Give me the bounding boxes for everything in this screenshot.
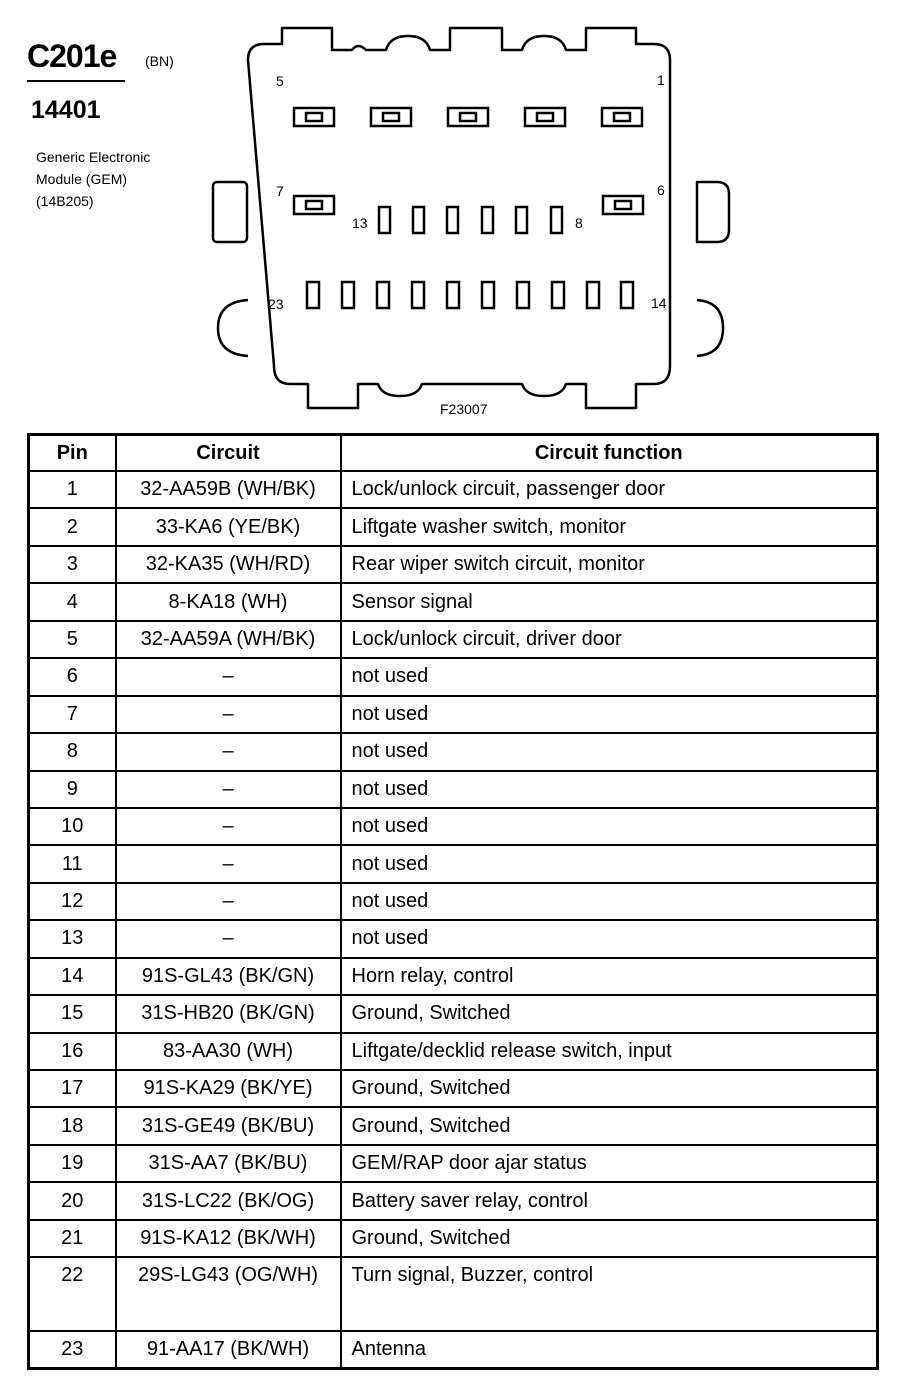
terminal-pin-22	[342, 282, 354, 308]
terminal-pin-9	[516, 207, 527, 233]
pin-cell: 17	[29, 1070, 116, 1107]
terminal-pin-16	[552, 282, 564, 308]
connector-color-code: (BN)	[145, 53, 174, 69]
table-row	[29, 508, 878, 545]
table-row	[29, 1107, 878, 1144]
pin-cell: 3	[29, 546, 116, 583]
pin-cell: 7	[29, 696, 116, 733]
connector-id: C201e	[27, 38, 117, 74]
pin-cell: 18	[29, 1107, 116, 1144]
function-cell: Lock/unlock circuit, driver door	[341, 621, 878, 658]
function-cell: Ground, Switched	[341, 995, 878, 1032]
circuit-cell: 31S-LC22 (BK/OG)	[116, 1182, 341, 1219]
label-pin-8: 8	[575, 215, 583, 231]
table-row	[29, 1257, 878, 1331]
pin-cell: 23	[29, 1331, 116, 1368]
function-cell: not used	[341, 845, 878, 882]
terminal-pin-14	[621, 282, 633, 308]
terminal-pin-12	[413, 207, 424, 233]
pin-cell: 22	[29, 1257, 116, 1331]
function-cell: Turn signal, Buzzer, control	[341, 1257, 878, 1331]
terminal-pin-3-slot	[460, 113, 476, 121]
pin-cell: 6	[29, 658, 116, 695]
left-bump	[218, 300, 248, 356]
circuit-cell: –	[116, 771, 341, 808]
description-line: Module (GEM)	[36, 171, 128, 187]
terminal-pin-17	[517, 282, 529, 308]
pin-cell: 12	[29, 883, 116, 920]
part-number: 14401	[31, 96, 101, 124]
table-row	[29, 1070, 878, 1107]
pin-cell: 13	[29, 920, 116, 957]
table-row	[29, 696, 878, 733]
label-pin-6: 6	[657, 182, 665, 198]
function-cell: Ground, Switched	[341, 1070, 878, 1107]
pin-cell: 10	[29, 808, 116, 845]
function-cell: not used	[341, 771, 878, 808]
connector-face-diagram	[0, 0, 906, 430]
function-cell: Antenna	[341, 1331, 878, 1368]
circuit-cell: –	[116, 845, 341, 882]
table-row	[29, 771, 878, 808]
circuit-cell: 91S-KA12 (BK/WH)	[116, 1220, 341, 1257]
label-pin-14: 14	[651, 295, 667, 311]
circuit-cell: –	[116, 883, 341, 920]
function-cell: not used	[341, 883, 878, 920]
table-row	[29, 1182, 878, 1219]
function-cell: Liftgate washer switch, monitor	[341, 508, 878, 545]
label-pin-5: 5	[276, 73, 284, 89]
terminal-pin-1-slot	[614, 113, 630, 121]
label-pin-7: 7	[276, 183, 284, 199]
circuit-cell: –	[116, 733, 341, 770]
table-row	[29, 621, 878, 658]
function-cell: Lock/unlock circuit, passenger door	[341, 471, 878, 508]
function-cell: Horn relay, control	[341, 958, 878, 995]
table-row	[29, 995, 878, 1032]
function-cell: not used	[341, 920, 878, 957]
function-cell: not used	[341, 696, 878, 733]
table-body	[29, 471, 878, 1369]
circuit-cell: 31S-AA7 (BK/BU)	[116, 1145, 341, 1182]
terminal-pin-23	[307, 282, 319, 308]
header-function: Circuit function	[341, 435, 878, 472]
function-cell: not used	[341, 733, 878, 770]
function-cell: Battery saver relay, control	[341, 1182, 878, 1219]
pin-cell: 8	[29, 733, 116, 770]
header-pin: Pin	[29, 435, 116, 472]
circuit-cell: –	[116, 920, 341, 957]
circuit-cell: –	[116, 696, 341, 733]
function-cell: Rear wiper switch circuit, monitor	[341, 546, 878, 583]
function-cell: Liftgate/decklid release switch, input	[341, 1033, 878, 1070]
table-row	[29, 1145, 878, 1182]
description-line: Generic Electronic	[36, 149, 151, 165]
circuit-cell: 32-AA59A (WH/BK)	[116, 621, 341, 658]
terminal-pin-18	[482, 282, 494, 308]
terminal-pin-6-slot	[615, 201, 631, 209]
terminal-pin-11	[447, 207, 458, 233]
table-row	[29, 658, 878, 695]
terminal-pin-10	[482, 207, 493, 233]
pin-cell: 9	[29, 771, 116, 808]
pin-cell: 21	[29, 1220, 116, 1257]
pin-cell: 20	[29, 1182, 116, 1219]
terminal-pin-13	[379, 207, 390, 233]
pin-cell: 1	[29, 471, 116, 508]
pin-cell: 5	[29, 621, 116, 658]
circuit-cell: 83-AA30 (WH)	[116, 1033, 341, 1070]
function-cell: not used	[341, 658, 878, 695]
label-pin-23: 23	[268, 296, 284, 312]
circuit-cell: 32-KA35 (WH/RD)	[116, 546, 341, 583]
circuit-cell: 8-KA18 (WH)	[116, 583, 341, 620]
terminal-pin-5-slot	[306, 113, 322, 121]
pinout-table	[27, 433, 879, 1370]
pin-cell: 19	[29, 1145, 116, 1182]
description-line: (14B205)	[36, 193, 94, 209]
table-row	[29, 733, 878, 770]
function-cell: Sensor signal	[341, 583, 878, 620]
right-bump	[697, 300, 723, 356]
table-row	[29, 546, 878, 583]
terminal-pin-20	[412, 282, 424, 308]
pin-cell: 15	[29, 995, 116, 1032]
terminal-pin-8	[551, 207, 562, 233]
circuit-cell: 31S-HB20 (BK/GN)	[116, 995, 341, 1032]
circuit-cell: 33-KA6 (YE/BK)	[116, 508, 341, 545]
function-cell: GEM/RAP door ajar status	[341, 1145, 878, 1182]
header-circuit: Circuit	[116, 435, 341, 472]
pin-cell: 11	[29, 845, 116, 882]
table-row	[29, 1220, 878, 1257]
terminal-pin-7-slot	[306, 201, 322, 209]
table-row	[29, 845, 878, 882]
right-latch	[697, 182, 729, 242]
function-cell: Ground, Switched	[341, 1220, 878, 1257]
table-row	[29, 808, 878, 845]
circuit-cell: 91S-GL43 (BK/GN)	[116, 958, 341, 995]
circuit-cell: –	[116, 808, 341, 845]
table-row	[29, 883, 878, 920]
function-cell: Ground, Switched	[341, 1107, 878, 1144]
terminal-pin-2-slot	[537, 113, 553, 121]
table-row	[29, 583, 878, 620]
circuit-cell: 31S-GE49 (BK/BU)	[116, 1107, 341, 1144]
pin-cell: 16	[29, 1033, 116, 1070]
figure-id: F23007	[440, 401, 488, 417]
circuit-cell: 32-AA59B (WH/BK)	[116, 471, 341, 508]
terminal-pin-19	[447, 282, 459, 308]
table-row	[29, 471, 878, 508]
circuit-cell: 91-AA17 (BK/WH)	[116, 1331, 341, 1368]
label-pin-1: 1	[657, 72, 665, 88]
pin-cell: 14	[29, 958, 116, 995]
table-row	[29, 1033, 878, 1070]
pin-cell: 2	[29, 508, 116, 545]
circuit-cell: –	[116, 658, 341, 695]
circuit-cell: 29S-LG43 (OG/WH)	[116, 1257, 341, 1331]
terminal-pin-4-slot	[383, 113, 399, 121]
table-row	[29, 920, 878, 957]
terminal-pin-21	[377, 282, 389, 308]
table-row	[29, 958, 878, 995]
function-cell: not used	[341, 808, 878, 845]
label-pin-13: 13	[352, 215, 368, 231]
table-row	[29, 1331, 878, 1368]
table-header-row	[29, 435, 878, 472]
left-latch	[213, 182, 247, 242]
terminal-pin-15	[587, 282, 599, 308]
pin-cell: 4	[29, 583, 116, 620]
circuit-cell: 91S-KA29 (BK/YE)	[116, 1070, 341, 1107]
